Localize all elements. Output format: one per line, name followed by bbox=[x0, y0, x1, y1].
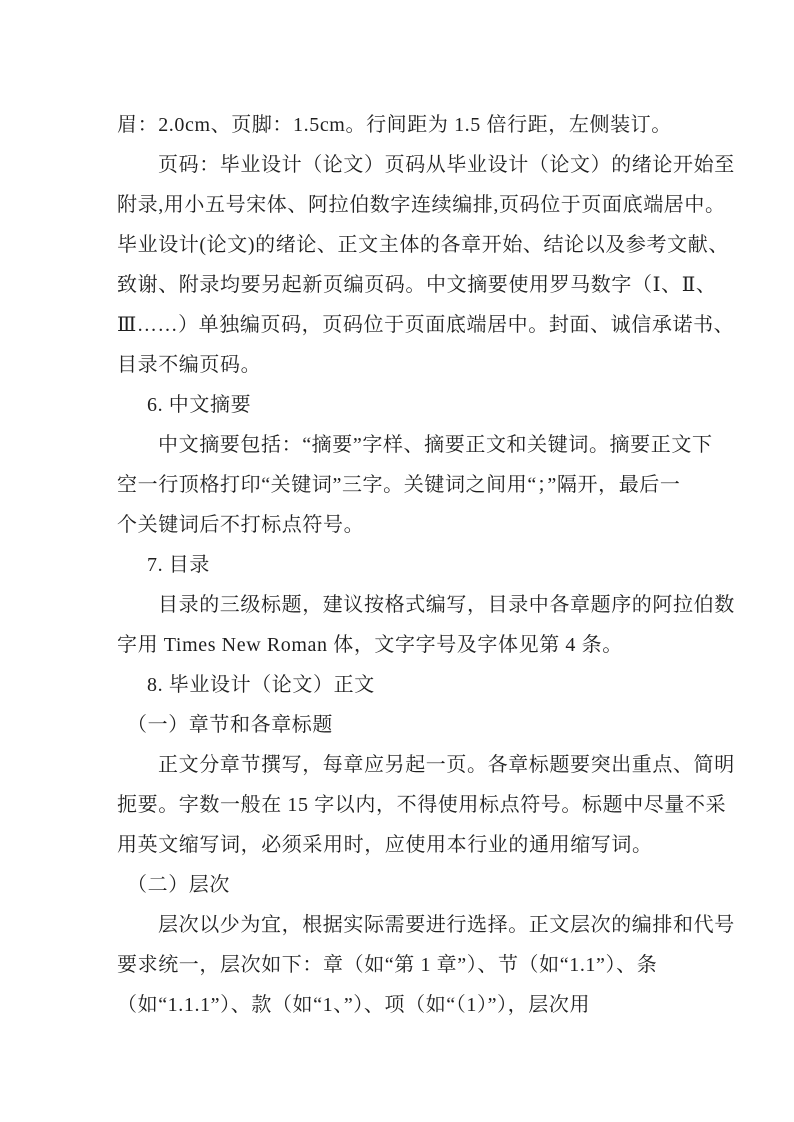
text-line: 要求统一，层次如下：章（如“第 1 章”）、节（如“1.1”）、条 bbox=[117, 954, 658, 976]
heading-8-main-body: 8. 毕业设计（论文）正文 bbox=[147, 674, 375, 696]
text-line: 字用 Times New Roman 体，文字字号及字体见第 4 条。 bbox=[117, 634, 623, 656]
text-line: 扼要。字数一般在 15 字以内，不得使用标点符号。标题中尽量不采 bbox=[117, 794, 727, 816]
text-line: 中文摘要包括：“摘要”字样、摘要正文和关键词。摘要正文下 bbox=[158, 434, 713, 456]
text-line: 毕业设计(论文)的绪论、正文主体的各章开始、结论以及参考文献、 bbox=[117, 234, 729, 256]
heading-6-chinese-abstract: 6. 中文摘要 bbox=[147, 394, 252, 416]
subheading-1-chapter-titles: （一）章节和各章标题 bbox=[127, 714, 333, 736]
text-line: 附录,用小五号宋体、阿拉伯数字连续编排,页码位于页面底端居中。 bbox=[117, 194, 726, 216]
text-line: Ⅲ……）单独编页码，页码位于页面底端居中。封面、诚信承诺书、 bbox=[117, 314, 735, 336]
text-line: 空一行顶格打印“关键词”三字。关键词之间用“；”隔开，最后一 bbox=[117, 474, 681, 496]
text-line: 用英文缩写词，必须采用时，应使用本行业的通用缩写词。 bbox=[117, 834, 653, 856]
text-line: 致谢、附录均要另起新页编页码。中文摘要使用罗马数字（Ⅰ、Ⅱ、 bbox=[117, 274, 717, 296]
text-line: （如“1.1.1”）、款（如“1、”）、项（如“（1）”），层次用 bbox=[117, 994, 591, 1016]
text-line: 目录的三级标题，建议按格式编写，目录中各章题序的阿拉伯数 bbox=[158, 594, 735, 616]
heading-7-table-of-contents: 7. 目录 bbox=[147, 554, 210, 576]
text-line: 眉：2.0cm、页脚：1.5cm。行间距为 1.5 倍行距，左侧装订。 bbox=[117, 114, 672, 136]
text-line: 个关键词后不打标点符号。 bbox=[117, 514, 365, 536]
text-line: 正文分章节撰写，每章应另起一页。各章标题要突出重点、简明 bbox=[158, 754, 735, 776]
text-line: 目录不编页码。 bbox=[117, 354, 262, 376]
subheading-2-levels: （二）层次 bbox=[127, 874, 230, 896]
document-text-block bbox=[117, 105, 735, 1025]
text-line: 层次以少为宜，根据实际需要进行选择。正文层次的编排和代号 bbox=[158, 914, 735, 936]
text-line: 页码：毕业设计（论文）页码从毕业设计（论文）的绪论开始至 bbox=[158, 154, 735, 176]
